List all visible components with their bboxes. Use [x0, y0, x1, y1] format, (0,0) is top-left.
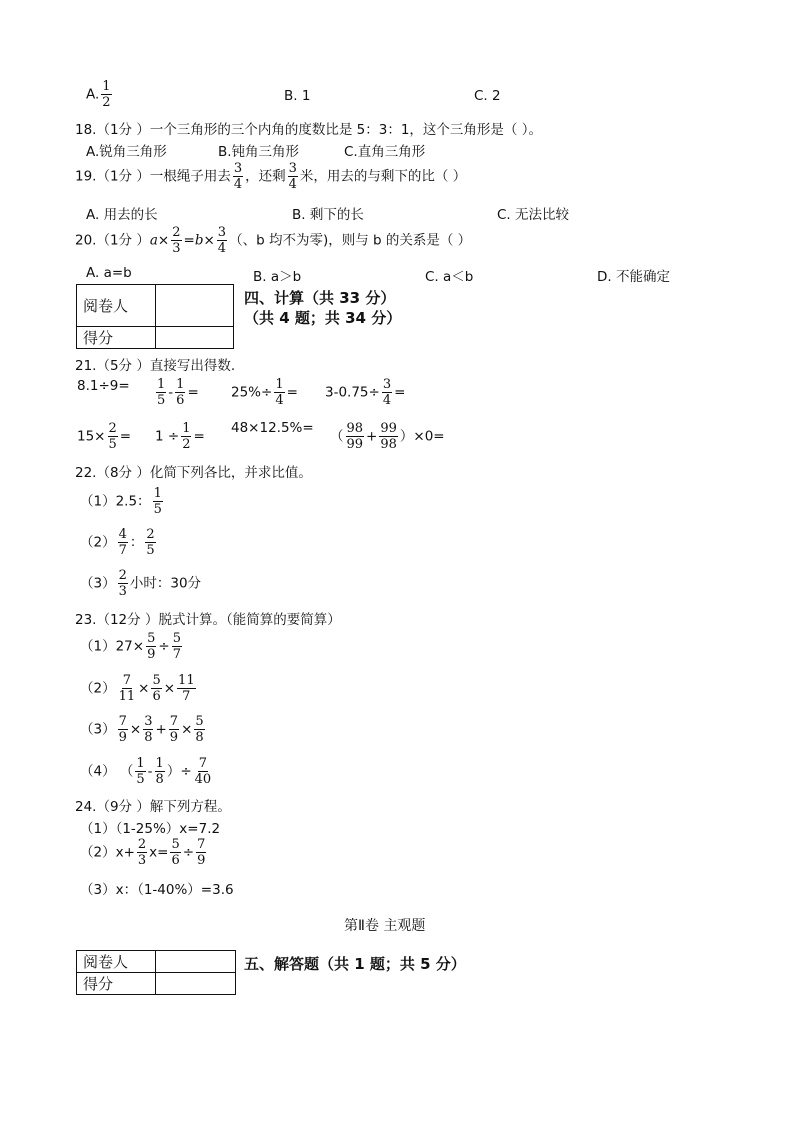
q17-option-b: B. 1 [284, 88, 311, 104]
denominator: 3 [118, 584, 127, 599]
q24-part-3: （3）x：（1-40%）=3.6 [80, 882, 234, 898]
part-prefix: （3） [80, 721, 116, 738]
q20-option-b: B. a＞b [253, 269, 302, 285]
denominator: 5 [153, 502, 162, 517]
q17-option-c: C. 2 [474, 88, 501, 104]
fraction [217, 226, 227, 255]
denominator: 4 [288, 177, 297, 192]
reviewer-cell [156, 285, 234, 327]
numerator: 2 [172, 225, 181, 240]
numerator: 1 [182, 421, 191, 436]
numerator: 4 [118, 527, 127, 542]
denominator: 9 [118, 730, 127, 745]
numerator: 5 [152, 673, 161, 688]
expr-prefix: 15× [77, 428, 106, 445]
part-prefix: （1）27× [80, 638, 145, 655]
numerator: 1 [153, 486, 162, 501]
q20-pre: 20.（1分 ） [75, 232, 150, 249]
part-prefix: （2） [80, 680, 116, 697]
operator: - [147, 763, 153, 780]
fraction [181, 422, 191, 451]
q21-item [231, 378, 298, 407]
denominator: 7 [172, 647, 181, 662]
q19-text [75, 162, 466, 191]
q17-option-a [86, 80, 114, 109]
numerator: 1 [136, 756, 145, 771]
denominator: 4 [217, 241, 227, 256]
fraction [194, 757, 213, 786]
denominator: 3 [172, 241, 181, 256]
numerator: 7 [118, 714, 127, 729]
paren: （ [330, 428, 344, 445]
q21-item: 48×12.5%= [231, 420, 314, 436]
operator: × [203, 232, 215, 249]
denominator: 2 [182, 437, 191, 452]
q19-option-b: B. 剩下的长 [292, 207, 364, 223]
numerator: 2 [118, 568, 127, 583]
part-prefix: （2）x+ [80, 844, 135, 861]
reviewer-cell [156, 951, 236, 973]
q18-option-b: B.钝角三角形 [218, 144, 300, 160]
denominator: 4 [275, 393, 284, 408]
operator: × [163, 680, 176, 697]
denominator: 6 [152, 689, 161, 704]
numerator: 3 [382, 377, 392, 392]
q23-part-1 [80, 632, 184, 661]
fraction [379, 422, 398, 451]
q22-title: 22.（8分 ）化简下列各比，并求比值。 [75, 465, 312, 481]
numerator: 1 [157, 377, 166, 392]
fraction [156, 378, 166, 407]
numerator: 7 [122, 673, 131, 688]
q19-option-c: C. 无法比较 [497, 207, 570, 223]
fraction [170, 838, 180, 867]
fraction [143, 715, 153, 744]
fraction [118, 674, 137, 703]
fraction [177, 674, 196, 703]
q18-option-a: A.锐角三角形 [86, 144, 167, 160]
numerator: 5 [195, 714, 204, 729]
fraction [175, 378, 185, 407]
fraction [155, 757, 165, 786]
q20-option-c: C. a＜b [425, 269, 474, 285]
denominator: 4 [233, 177, 243, 192]
score-label: 得分 [77, 327, 156, 349]
equals-sign: = [183, 232, 195, 249]
denominator: 40 [194, 772, 212, 787]
fraction [233, 162, 243, 191]
numerator: 99 [380, 421, 397, 436]
fraction [118, 569, 128, 598]
q22-part-1 [80, 487, 165, 516]
denominator: 7 [118, 543, 127, 558]
numerator: 2 [108, 421, 117, 436]
operator: ÷ [158, 638, 170, 655]
denominator: 99 [346, 437, 364, 452]
numerator: 2 [137, 837, 147, 852]
operator: + [155, 721, 167, 738]
operator: × [157, 232, 170, 249]
q20-text [75, 226, 471, 255]
reviewer-label: 阅卷人 [77, 285, 156, 327]
expr-prefix: 3-0.75÷ [325, 384, 380, 401]
numerator: 7 [198, 756, 208, 771]
equals-sign: = [394, 384, 406, 401]
q18-text: 18.（1分 ）一个三角形的三个内角的度数比是 5：3：1，这个三角形是（ ）。 [75, 122, 542, 138]
part-prefix: （4） （ [80, 763, 134, 780]
grader-table [76, 284, 234, 349]
fraction [196, 838, 206, 867]
fraction [382, 378, 392, 407]
q23-title: 23.（12分 ）脱式计算。（能简算的要简算） [75, 612, 341, 628]
denominator: 5 [108, 437, 117, 452]
q19-post: 米，用去的与剩下的比（ ） [299, 168, 467, 185]
fraction [171, 226, 181, 255]
q20-option-a: A. a=b [86, 265, 132, 281]
denominator: 8 [144, 730, 153, 745]
denominator: 7 [182, 689, 191, 704]
q23-part-3 [80, 715, 207, 744]
numerator: 5 [172, 631, 181, 646]
fraction [145, 528, 155, 557]
q19-pre: 19.（1分 ）一根绳子用去 [75, 168, 231, 185]
numerator: 7 [169, 714, 179, 729]
variable-a: a [149, 232, 158, 249]
fraction [194, 715, 204, 744]
denominator: 8 [155, 772, 164, 787]
numerator: 5 [171, 837, 180, 852]
denominator: 9 [169, 730, 179, 745]
part-suffix: 小时：30分 [129, 575, 202, 592]
numerator: 3 [288, 161, 297, 176]
fraction [346, 422, 365, 451]
denominator: 4 [382, 393, 392, 408]
part-suffix: ）÷ [166, 763, 192, 780]
q21-item [325, 378, 405, 407]
numerator: 7 [197, 837, 206, 852]
q23-part-2 [80, 674, 198, 703]
q20-option-d: D. 不能确定 [597, 269, 670, 285]
fraction [151, 674, 161, 703]
q21-item [330, 422, 445, 451]
numerator: 1 [275, 377, 284, 392]
fraction [288, 162, 298, 191]
expr-prefix: 1 ÷ [155, 428, 180, 445]
denominator: 3 [137, 853, 147, 868]
q19-option-a: A. 用去的长 [86, 207, 158, 223]
q21-item [77, 422, 131, 451]
fraction [118, 528, 128, 557]
equals-sign: = [119, 428, 132, 445]
numerator: 98 [346, 421, 364, 436]
fraction [146, 632, 156, 661]
denominator: 5 [146, 543, 155, 558]
section-title: 五、解答题（共 1 题；共 5 分） [244, 955, 466, 973]
score-cell [156, 327, 234, 349]
operator: ÷ [182, 844, 195, 861]
q18-option-c: C.直角三角形 [344, 144, 426, 160]
score-label: 得分 [77, 973, 156, 995]
q20-post: （、b 均不为零)，则与 b 的关系是（ ） [229, 232, 472, 249]
fraction [172, 632, 182, 661]
operator: × [129, 721, 142, 738]
option-label: A. [86, 86, 100, 103]
fraction [118, 715, 128, 744]
fraction [101, 80, 111, 109]
section-title: 四、计算（共 33 分） [244, 289, 396, 307]
part-prefix: （2） [80, 534, 116, 551]
reviewer-label: 阅卷人 [77, 951, 156, 973]
fraction [274, 378, 284, 407]
q23-part-4 [80, 757, 214, 786]
operator: × [138, 680, 150, 697]
fraction [153, 487, 163, 516]
numerator: 2 [146, 527, 155, 542]
variable-b: b [194, 232, 204, 249]
numerator: 11 [178, 673, 195, 688]
equals-sign: = [187, 384, 199, 401]
fraction [108, 422, 118, 451]
numerator: 1 [176, 377, 185, 392]
numerator: 5 [147, 631, 156, 646]
q24-title: 24.（9分 ）解下列方程。 [75, 799, 231, 815]
q21-item [154, 378, 199, 407]
denominator: 8 [195, 730, 204, 745]
numerator: 3 [144, 714, 153, 729]
denominator: 6 [171, 853, 180, 868]
denominator: 98 [380, 437, 397, 452]
operator: - [168, 384, 174, 401]
q21-item [155, 422, 205, 451]
q22-part-3 [80, 569, 201, 598]
fraction [169, 715, 179, 744]
operator: + [366, 428, 378, 445]
operator: × [181, 721, 193, 738]
score-cell [156, 973, 236, 995]
expr-suffix: ）×0= [399, 428, 445, 445]
grader-table-2 [76, 950, 236, 995]
operator: ： [129, 534, 144, 551]
fraction [137, 838, 147, 867]
q24-part-1: （1）（1-25%）x=7.2 [80, 821, 221, 837]
fraction [135, 757, 145, 786]
equals-sign: = [193, 428, 205, 445]
expr-prefix: 25%÷ [231, 384, 273, 401]
denominator: 9 [197, 853, 206, 868]
expr-mid: x= [149, 844, 169, 861]
numerator: 3 [233, 161, 243, 176]
denominator: 5 [136, 772, 145, 787]
denominator: 2 [102, 95, 111, 110]
denominator: 6 [176, 393, 185, 408]
q21-item: 8.1÷9= [77, 378, 130, 394]
part-two-heading: 第Ⅱ卷 主观题 [344, 918, 426, 934]
q19-mid: ，还剩 [245, 168, 286, 185]
q24-part-2 [80, 838, 208, 867]
denominator: 9 [147, 647, 156, 662]
numerator: 1 [155, 756, 164, 771]
q21-title: 21.（5分 ）直接写出得数. [75, 358, 236, 374]
part-prefix: （1）2.5： [80, 493, 151, 510]
numerator: 3 [217, 225, 227, 240]
q22-part-2 [80, 528, 158, 557]
section-subtitle: （共 4 题；共 34 分） [244, 309, 402, 327]
denominator: 5 [157, 393, 166, 408]
numerator: 1 [102, 79, 111, 94]
denominator: 11 [118, 689, 136, 704]
equals-sign: = [286, 384, 298, 401]
part-prefix: （3） [80, 575, 116, 592]
